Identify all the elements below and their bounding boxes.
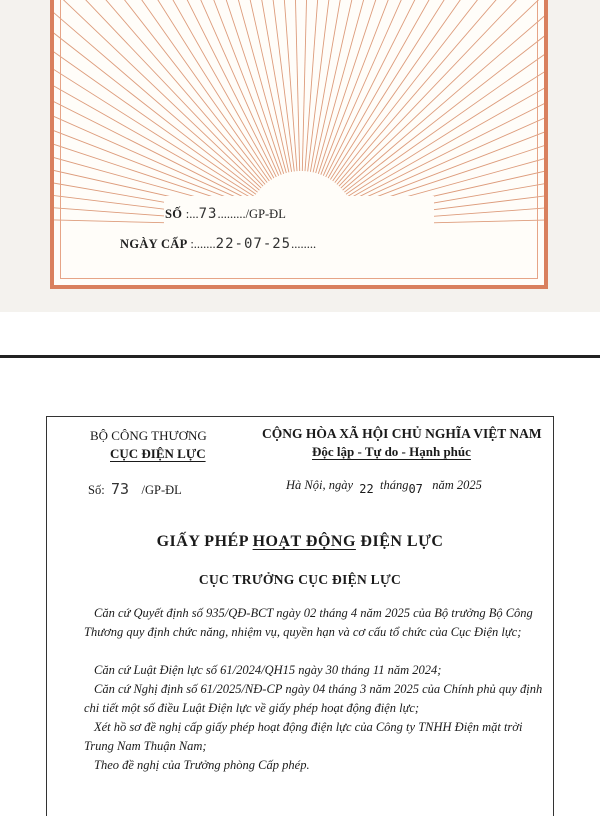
license-cover xyxy=(0,0,600,312)
paragraph-4-text: Xét hồ sơ đề nghị cấp giấy phép hoạt động điện lực của Công ty TNHH Điện mặt trời Trung Nam Thuận Nam; xyxy=(84,720,523,753)
document-number xyxy=(88,480,182,498)
title-part-2: HOẠT ĐỘNG xyxy=(252,533,356,550)
place-label: Hà Nội, ngày xyxy=(286,478,354,492)
cover-number-suffix: ........./GP-ĐL xyxy=(217,207,286,221)
department-name: CỤC ĐIỆN LỰC xyxy=(110,446,206,461)
cover-number-value: 73 xyxy=(198,206,218,222)
cover-number-label: SỐ xyxy=(165,207,183,221)
ministry-name: BỘ CÔNG THƯƠNG xyxy=(90,428,207,443)
cover-date-prefix: :....... xyxy=(190,237,216,251)
month-value: 07 xyxy=(408,482,423,496)
cover-date-label: NGÀY CẤP xyxy=(120,237,187,251)
title-part-1: GIẤY PHÉP xyxy=(156,533,253,550)
document-number-suffix: /GP-ĐL xyxy=(141,483,182,497)
paragraph-3-text: Căn cứ Nghị định số 61/2025/NĐ-CP ngày 04 tháng 3 năm 2025 của Chính phủ quy định chi tiết một số điều Luật Điện lực về giấy phép hoạt động điện lực; xyxy=(84,682,543,715)
cover-number-field xyxy=(165,206,286,222)
paragraph-5 xyxy=(84,756,546,775)
separator-line xyxy=(0,355,600,358)
issuer-title: CỤC TRƯỞNG CỤC ĐIỆN LỰC xyxy=(198,572,402,587)
title-part-3: ĐIỆN LỰC xyxy=(355,533,444,550)
paragraph-2-text: Căn cứ Luật Điện lực số 61/2024/QH15 ngày 30 tháng 11 năm 2024; xyxy=(94,663,442,677)
paragraph-2 xyxy=(84,661,546,680)
national-motto: Độc lập - Tự do - Hạnh phúc xyxy=(312,444,471,459)
paragraph-1-text: Căn cứ Quyết định số 935/QĐ-BCT ngày 02 tháng 4 năm 2025 của Bộ trưởng Bộ Công Thương quy định chức năng, nhiệm vụ, quyền hạn và cơ cấu tổ chức của Cục Điện lực; xyxy=(84,606,533,639)
cover-number-prefix: :... xyxy=(185,207,199,221)
paragraph-5-text: Theo đề nghị của Trưởng phòng Cấp phép. xyxy=(94,758,310,772)
day-value: 22 xyxy=(359,482,374,496)
document-number-label: Số: xyxy=(88,483,105,497)
year-label: năm 2025 xyxy=(432,478,482,492)
paragraph-1 xyxy=(84,604,546,642)
place-and-date xyxy=(286,478,482,496)
republic-name: CỘNG HÒA XÃ HỘI CHỦ NGHĨA VIỆT NAM xyxy=(262,426,542,441)
document-title xyxy=(0,533,600,551)
paragraph-4 xyxy=(84,718,546,756)
cover-date-suffix: ........ xyxy=(291,237,317,251)
document-number-value: 73 xyxy=(110,480,129,498)
cover-date-field xyxy=(120,236,316,252)
month-label: tháng xyxy=(379,478,409,492)
paragraph-3 xyxy=(84,680,546,718)
cover-date-value: 22-07-25 xyxy=(215,236,292,252)
